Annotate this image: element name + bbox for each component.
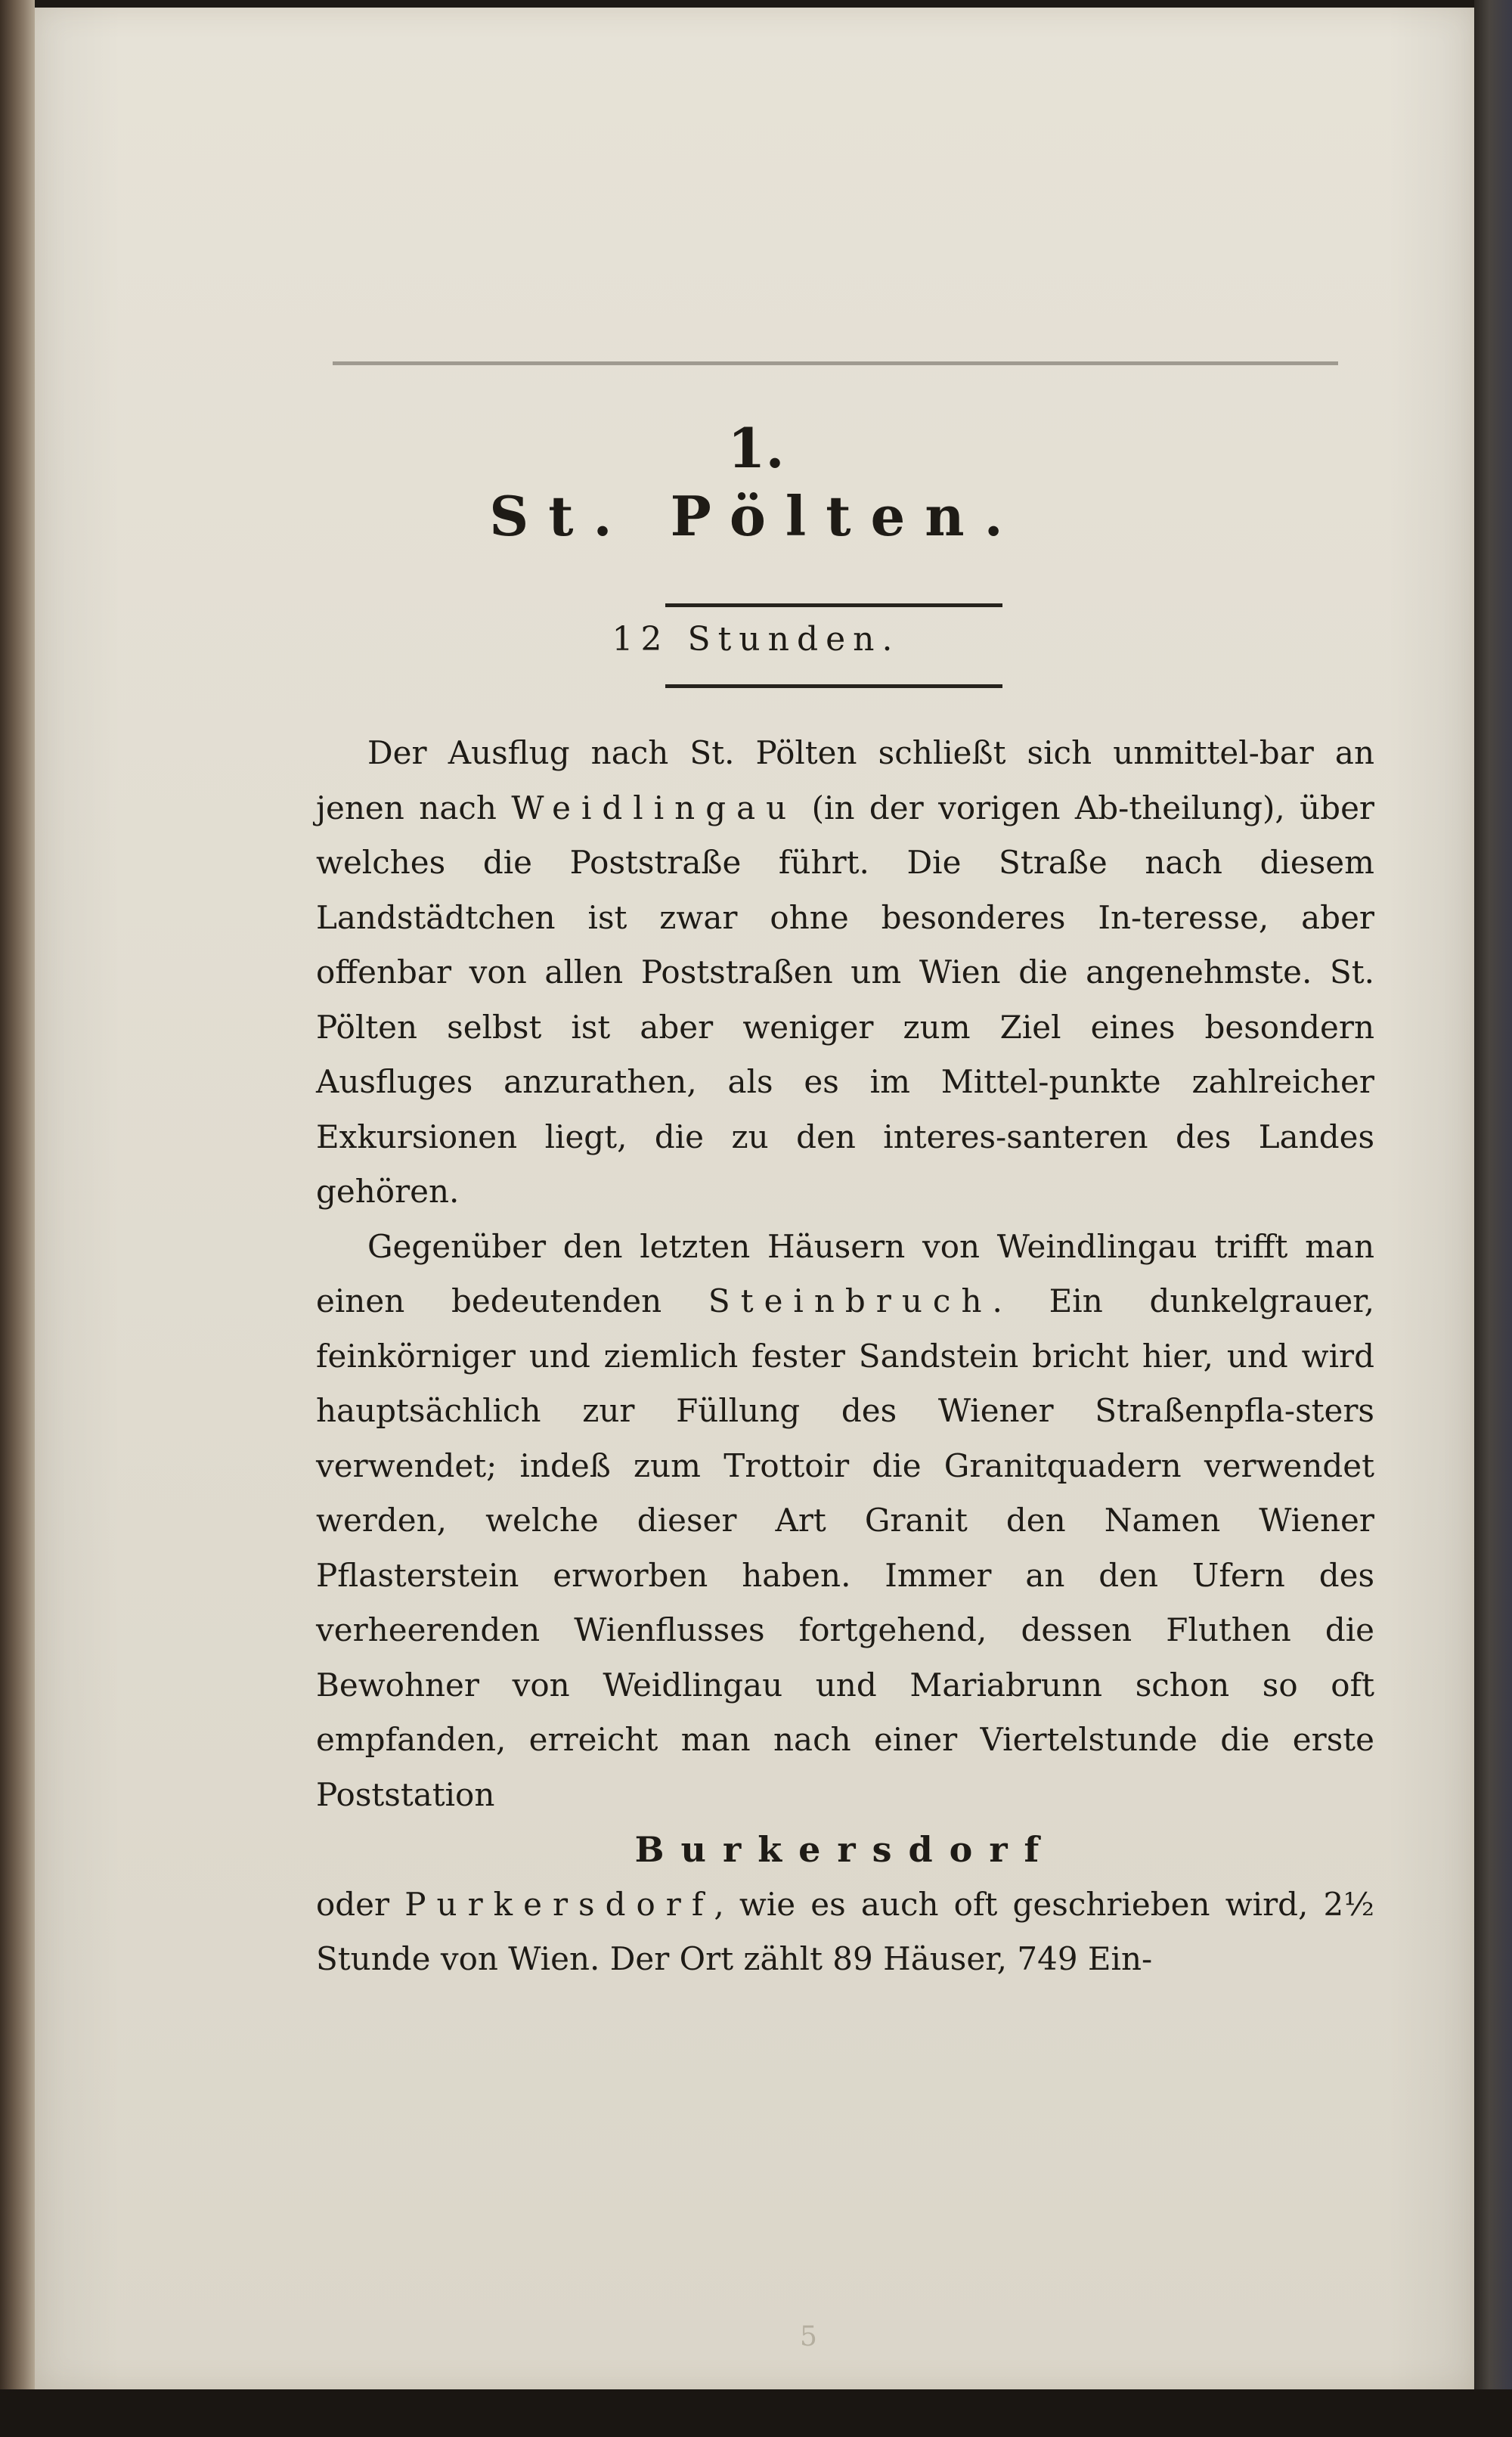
chapter-distance: 12 Stunden. [612, 620, 900, 659]
place-heading: Burkersdorf [634, 1829, 1056, 1870]
book-spine [0, 0, 35, 2437]
paragraph-1-text-cont: (in der vorigen Ab-theilung), über welches die Poststraße führt. Die Straße nach diesem Landstädtchen ist zwar ohne besonderes In-teresse, aber offenbar von allen Poststraßen um Wien die angenehmste. St. Pölten selbst ist aber weniger zum Ziel eines besondern Ausfluges anzurathen, als es im Mittel-punkte zahlreicher Exkursionen liegt, die zu den interes-santeren des Landes gehören. [316, 789, 1375, 1210]
header-rule [333, 361, 1338, 365]
chapter-title: St. Pölten. [489, 484, 1023, 548]
chapter-number: 1. [727, 416, 785, 480]
paragraph-2 [316, 1220, 1374, 1823]
title-rule-top [665, 603, 1002, 607]
paragraph-3-text: oder [316, 1885, 405, 1923]
paragraph-3-text-cont: , wie es auch oft geschrieben wird, 2½ Stunde von Wien. Der Ort zählt 89 Häuser, 749 Ein- [316, 1885, 1374, 1977]
book-edge [1474, 0, 1512, 2437]
spaced-place-weidlingau: Weidlingau [511, 789, 798, 826]
scan-background [0, 2389, 1512, 2437]
paragraph-1-text: Der Ausflug nach St. Pölten schließt sich unmittel-bar an jenen nach [316, 734, 1374, 826]
paragraph-3 [316, 1877, 1374, 1987]
paragraph-2-text-cont: . Ein dunkelgrauer, feinkörniger und ziemlich fester Sandstein bricht hier, und wird hauptsächlich zur Füllung des Wiener Straßenpfla-sters verwendet; indeß zum Trottoir die Granitquadern verwendet werden, welche dieser Art Granit den Namen Wiener Pflasterstein erworben haben. Immer an den Ufern des verheerenden Wienflusses fortgehend, dessen Fluthen die Bewohner von Weidlingau und Mariabrunn schon so oft empfanden, erreicht man nach einer Viertelstunde die erste Poststation [316, 1282, 1374, 1813]
title-rule-bottom [665, 684, 1002, 688]
page-number: 5 [800, 2321, 817, 2352]
paragraph-2-text: Gegenüber den letzten Häusern von Weindlingau trifft man einen bedeutenden [316, 1227, 1374, 1319]
paragraph-1 [316, 726, 1374, 1220]
spaced-place-purkersdorf: Purkersdorf [404, 1885, 714, 1923]
spaced-term-steinbruch: Steinbruch [708, 1282, 993, 1319]
body-text [316, 726, 1374, 1987]
